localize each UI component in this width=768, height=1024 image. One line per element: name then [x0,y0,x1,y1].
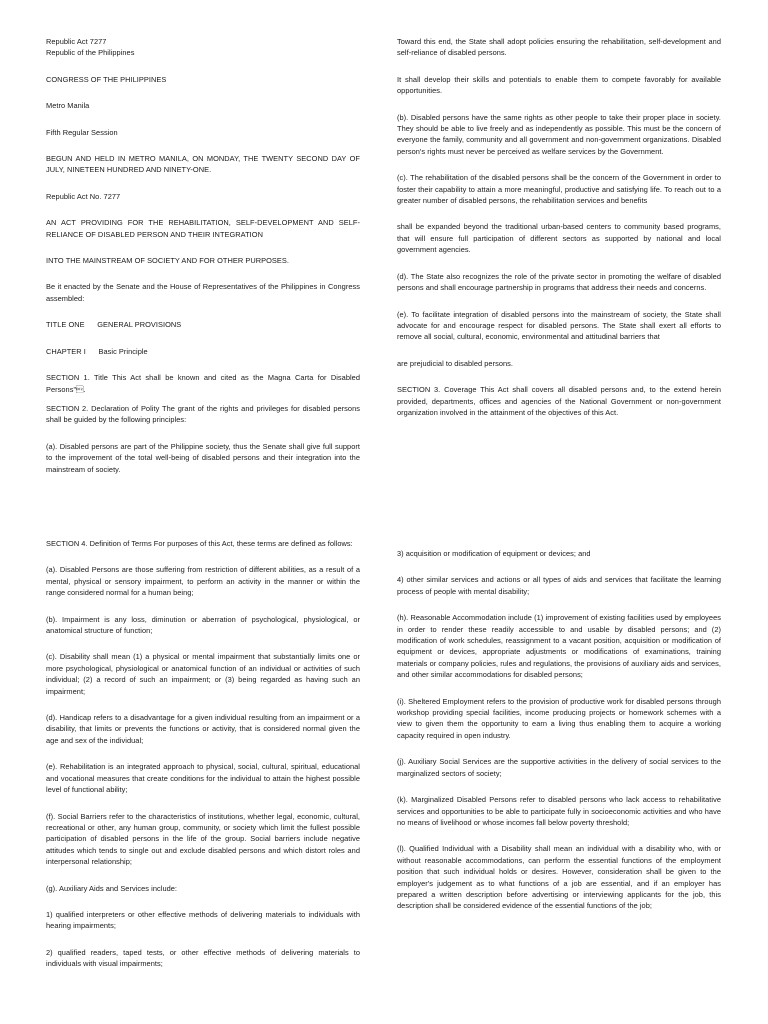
rehabilitation-policy-paragraph: Toward this end, the State shall adopt policies ensuring the rehabilitation, self-development and self-reliance of disabled persons. [397,37,721,58]
location-line: Metro Manila [46,101,90,111]
session-line: Fifth Regular Session [46,127,118,137]
definition-l-paragraph: (l). Qualified Individual with a Disability shall mean an individual with a disability who, with or without reasonable accommodations, can perform the essential functions of the employment position that such individual holds or desires. However, consideration shall be given to the employer's judgement as to what functions of a job are essential, and if an employer has prepared a written description before advertising or interviewing applicants for the job, this description shall be considered evidence of the essential functions of the job; [397,844,721,911]
skills-paragraph: It shall develop their skills and potentials to enable them to compete favorably for available opportunities. [397,74,721,96]
definition-f-paragraph: (f). Social Barriers refer to the characteristics of institutions, whether legal, economic, cultural, recreational or other, any human group, community, or society which limit the fullest possible participation of disabled persons in the life of the group. Social barriers include negative attitudes which tends to single out and exclude disabled persons and which distort roles and interpersonal relationship; [46,811,360,867]
page1-left-column [46,36,360,486]
document-page-2 [0,512,768,1024]
principle-e-paragraph: (e). To facilitate integration of disabled persons into the mainstream of society, the State shall advocate for and encourage respect for disabled persons. The State shall exert all efforts to remove all social, cultural, economic, environmental and attitudinal barriers that [397,309,721,342]
act-title-continued: INTO THE MAINSTREAM OF SOCIETY AND FOR OTHER PURPOSES. [46,256,289,266]
definition-k-paragraph: (k). Marginalized Disabled Persons refer to disabled persons who lack access to rehabilitative services and opportunities to be able to participate fully in socioeconomic activities and who have no means of livelihood or whose incomes fall below poverty threshold; [397,795,721,827]
act-title-paragraph: AN ACT PROVIDING FOR THE REHABILITATION, SELF-DEVELOPMENT AND SELF-RELIANCE OF DISABLED PERSON AND THEIR INTEGRATION [46,218,360,239]
congress-heading: CONGRESS OF THE PHILIPPINES [46,74,167,84]
principle-c-continued: shall be expanded beyond the traditional urban-based centers to community based programs, that will ensure full participation of different sectors as supported by national and local government agencies. [397,222,721,255]
definition-g-heading: (g). Auxiliary Aids and Services include: [46,883,178,893]
title-one-heading: TITLE ONE GENERAL PROVISIONS [46,320,182,330]
definition-d-paragraph: (d). Handicap refers to a disadvantage for a given individual resulting from an impairment or a disability, that limits or prevents the functions or activity, that is considered normal given the age and sex of the individual; [46,713,360,745]
act-number-line: Republic Act 7277 [46,37,107,46]
principle-c-paragraph: (c). The rehabilitation of the disabled persons shall be the concern of the Government in order to foster their capability to attain a more meaningful, productive and satisfying life. To reach out to a greater number of disabled persons, the rehabilitation services and benefits [397,173,721,206]
definition-i-paragraph: (i). Sheltered Employment refers to the provision of productive work for disabled persons through workshop providing special facilities, income producing projects or homework schemes with a view to given them the opportunity to earn a living thus enabling them to acquire a working capacity required in open industry. [397,696,721,740]
definition-b-paragraph: (b). Impairment is any loss, diminution or aberration of psychological, physiological, or anatomical structure of function; [46,614,360,636]
section-1-paragraph: SECTION 1. Title This Act shall be known and cited as the Magna Carta for Disabled Persons". [46,373,360,394]
page1-right-column [397,36,721,430]
session-begun-paragraph: BEGUN AND HELD IN METRO MANILA, ON MONDAY, THE TWENTY SECOND DAY OF JULY, NINETEEN HUNDRED AND NINETY-ONE. [46,154,360,175]
enacting-clause: Be it enacted by the Senate and the House of Representatives of the Philippines in Congress assembled: [46,282,360,303]
aid-item-2: 2) qualified readers, taped tests, or other effective methods of delivering materials to individuals with visual impairments; [46,947,360,969]
page2-right-column [397,538,721,923]
principle-b-paragraph: (b). Disabled persons have the same rights as other people to take their proper place in society. They should be able to live freely and as independently as possible. This must be the concern of everyone the family, community and all government and non-government organizations. Disabled person's rights must never be perceived as welfare services by the Government. [397,112,721,156]
section-4-paragraph: SECTION 4. Definition of Terms For purposes of this Act, these terms are defined as follows: [46,539,353,548]
country-line: Republic of the Philippines [46,48,135,58]
aid-item-1: 1) qualified interpreters or other effective methods of delivering materials to individuals with hearing impairments; [46,909,360,931]
aid-item-4: 4) other similar services and actions or all types of aids and services that facilitate the learning process of people with mental disability; [397,575,721,596]
principle-e-continued: are prejudicial to disabled persons. [397,358,514,368]
definition-c-paragraph: (c). Disability shall mean (1) a physical or mental impairment that substantially limits one or more psychological, physiological or anatomical function of an individual or activities of such individual; (2) a record of such an impairment; or (3) being regarded as having such an impairment; [46,652,360,696]
section-3-paragraph: SECTION 3. Coverage This Act shall covers all disabled persons and, to the extend herein provided, departments, offices and agencies of the National Government or non-government organization involved in the attainment of the objectives of this Act. [397,385,721,417]
definition-j-paragraph: (j). Auxiliary Social Services are the supportive activities in the delivery of social services to the marginalized sectors of society; [397,757,721,778]
definition-e-paragraph: (e). Rehabilitation is an integrated approach to physical, social, cultural, spiritual, educational and vocational measures that create conditions for the individual to attain the highest possible level of functional ability; [46,762,360,795]
principle-d-paragraph: (d). The State also recognizes the role of the private sector in promoting the welfare of disabled persons and shall encourage partnership in programs that address their needs and concerns. [397,271,721,293]
page2-left-column [46,538,360,981]
definition-a-paragraph: (a). Disabled Persons are those suffering from restriction of different abilities, as a result of a mental, physical or sensory impairment, to perform an activity in the manner or within the range considered normal for a human being; [46,565,360,598]
principle-a-paragraph: (a). Disabled persons are part of the Philippine society, thus the Senate shall give full support to the improvement of the total well-being of disabled persons and their integration into the mainstream of society. [46,441,360,474]
act-number-heading: Republic Act No. 7277 [46,191,121,201]
aid-item-3: 3) acquisition or modification of equipment or devices; and [397,549,591,558]
section-2-paragraph: SECTION 2. Declaration of Polity The grant of the rights and privileges for disabled persons shall be guided by the following principles: [46,403,360,425]
chapter-one-heading: CHAPTER I Basic Principle [46,346,148,356]
definition-h-paragraph: (h). Reasonable Accommodation include (1) improvement of existing facilities used by employees in order to render these readily accessible to and usable by disabled persons; and (2) modification of work schedules, reassignment to a vacant position, acquisition or modification of equipment or devices, appropriate adjustments or modifications of examinations, training materials or company policies, rules and regulations, the provisions of auxiliary aids and services, and other similar accommodations for disabled persons; [397,613,721,680]
